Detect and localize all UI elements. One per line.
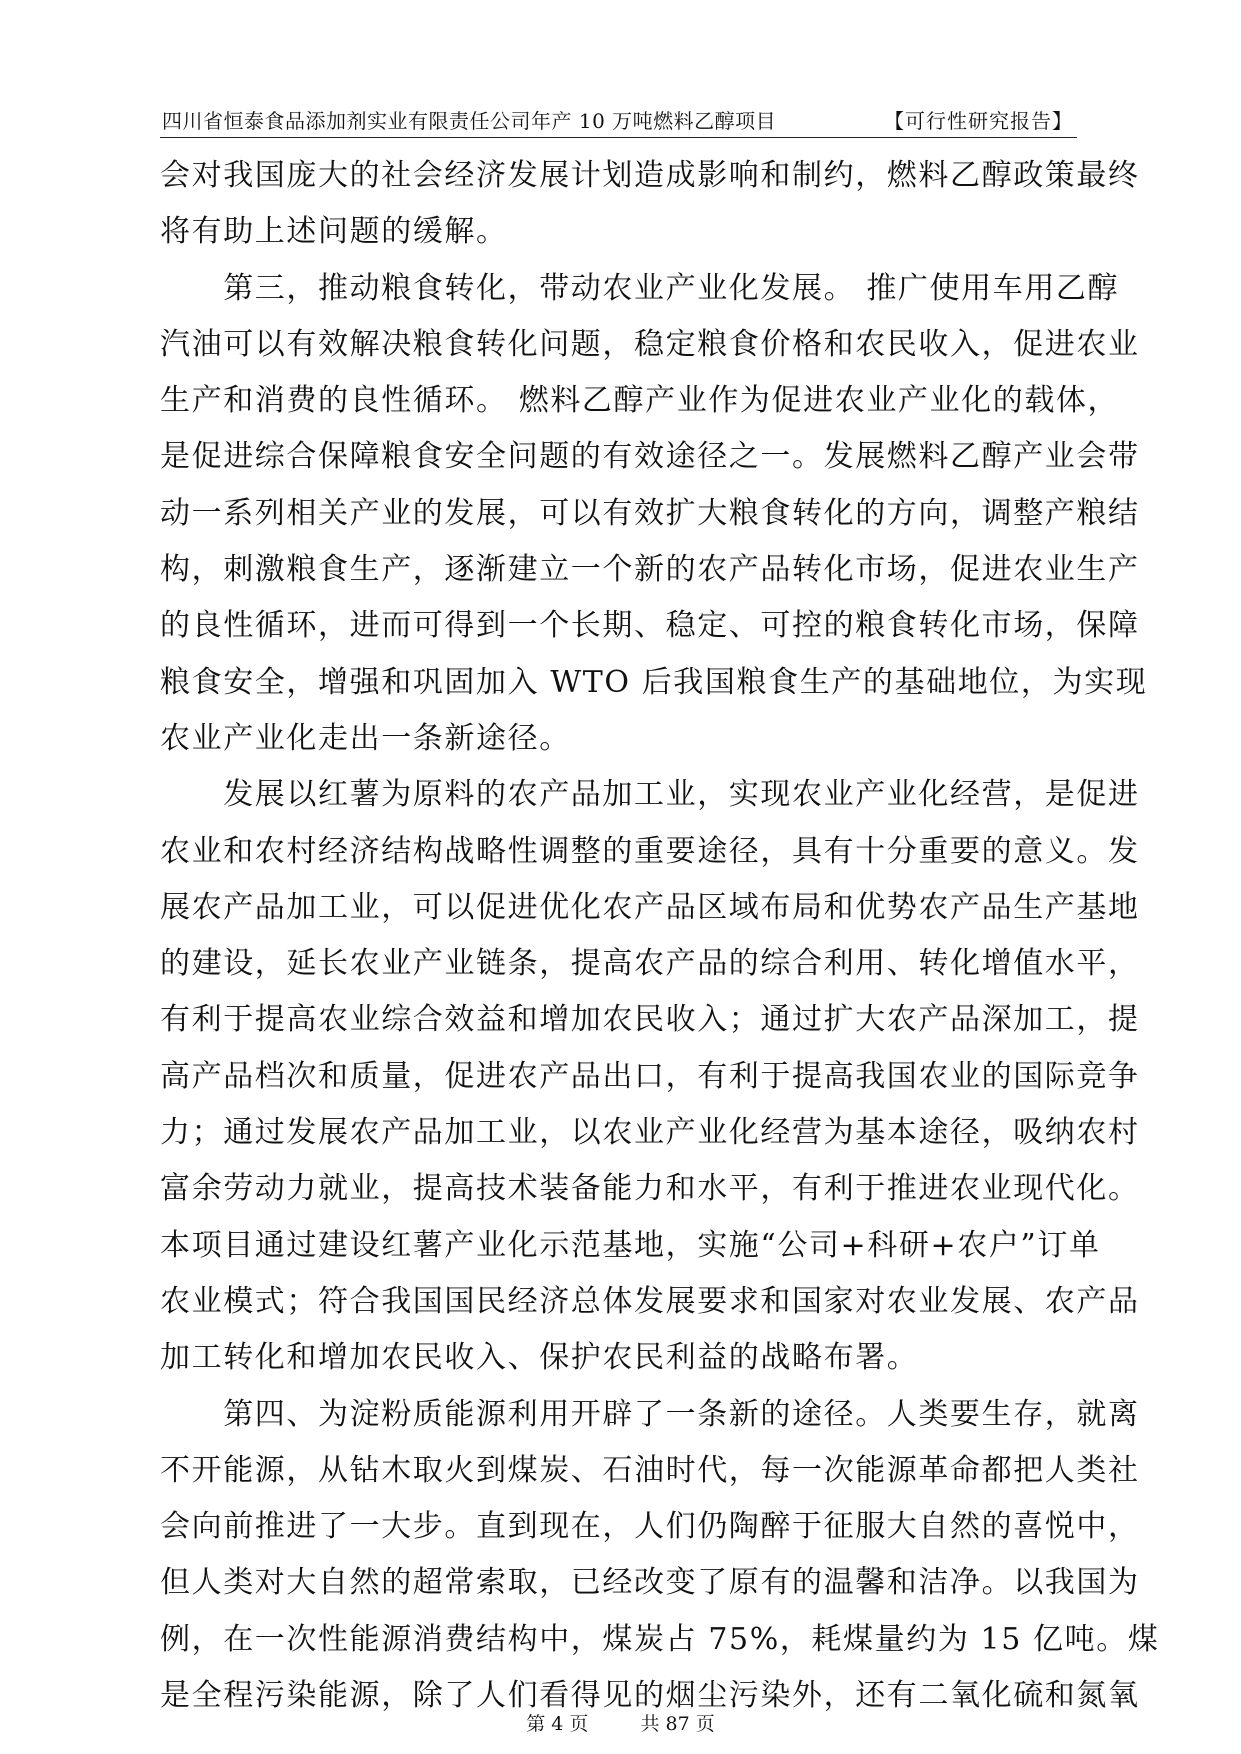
- text-line: 展农产品加工业，可以促进优化农产品区域布局和优势农产品生产基地: [160, 889, 1140, 925]
- body-text: [160, 148, 1160, 1724]
- text-line: 第四、为淀粉质能源利用开辟了一条新的途径。人类要生存，就离: [160, 1396, 1140, 1432]
- text-line: 但人类对大自然的超常索取，已经改变了原有的温馨和洁净。以我国为: [160, 1565, 1140, 1601]
- text-line: 是全程污染能源，除了人们看得见的烟尘污染外，还有二氧化硫和氮氧: [160, 1678, 1140, 1714]
- text-line: 构，刺激粮食生产，逐渐建立一个新的农产品转化市场，促进农业生产: [160, 552, 1140, 588]
- text-line: 富余劳动力就业，提高技术装备能力和水平，有利于推进农业现代化。: [160, 1171, 1140, 1207]
- text-line: 第三，推动粮食转化，带动农业产业化发展。 推广使用车用乙醇: [160, 270, 1120, 306]
- text-line: 例，在一次性能源消费结构中，煤炭占 75%，耗煤量约为 15 亿吨。煤: [160, 1621, 1160, 1657]
- text-line: 会向前推进了一大步。直到现在，人们仍陶醉于征服大自然的喜悦中，: [160, 1509, 1140, 1545]
- text-line: 会对我国庞大的社会经济发展计划造成影响和制约，燃料乙醇政策最终: [160, 158, 1140, 193]
- header-report-type: 【可行性研究报告】: [884, 109, 1073, 133]
- text-line: 发展以红薯为原料的农产品加工业，实现农业产业化经营，是促进: [160, 777, 1140, 813]
- text-line: 农业和农村经济结构战略性调整的重要途径，具有十分重要的意义。发: [160, 833, 1140, 869]
- text-line: 农业产业化走出一条新途径。: [160, 720, 571, 756]
- text-line: 的良性循环，进而可得到一个长期、稳定、可控的粮食转化市场，保障: [160, 608, 1140, 644]
- header-project-title: 四川省恒泰食品添加剂实业有限责任公司年产 10 万吨燃料乙醇项目: [162, 109, 777, 133]
- text-line: 加工转化和增加农民收入、保护农民利益的战略布署。: [160, 1340, 919, 1376]
- page-header: [160, 97, 1077, 138]
- text-line: 高产品档次和质量，促进农产品出口，有利于提高我国农业的国际竞争: [160, 1058, 1140, 1094]
- text-line: 生产和消费的良性循环。 燃料乙醇产业作为促进农业产业化的载体，: [160, 383, 1120, 419]
- text-line: 力；通过发展农产品加工业，以农业产业化经营为基本途径，吸纳农村: [160, 1115, 1140, 1151]
- text-line: 的建设，延长农业产业链条，提高农产品的综合利用、转化增值水平，: [160, 946, 1140, 982]
- text-line: 本项目通过建设红薯产业化示范基地，实施“公司+科研+农户”订单: [160, 1227, 1101, 1263]
- text-line: 农业模式；符合我国国民经济总体发展要求和国家对农业发展、农产品: [160, 1283, 1140, 1319]
- page-footer: [0, 1709, 1241, 1736]
- text-line: 是促进综合保障粮食安全问题的有效途径之一。发展燃料乙醇产业会带: [160, 439, 1140, 475]
- page-number: 第 4 页: [526, 1713, 589, 1735]
- text-line: 有利于提高农业综合效益和增加农民收入；通过扩大农产品深加工，提: [160, 1002, 1140, 1038]
- text-line: 不开能源，从钻木取火到煤炭、石油时代，每一次能源革命都把人类社: [160, 1452, 1140, 1488]
- text-line: 将有助上述问题的缓解。: [160, 214, 508, 250]
- text-line: 粮食安全，增强和巩固加入 WTO 后我国粮食生产的基础地位，为实现: [160, 664, 1148, 700]
- page-total: 共 87 页: [640, 1713, 715, 1735]
- text-line: 汽油可以有效解决粮食转化问题，稳定粮食价格和农民收入，促进农业: [160, 326, 1140, 362]
- text-line: 动一系列相关产业的发展，可以有效扩大粮食转化的方向，调整产粮结: [160, 495, 1140, 531]
